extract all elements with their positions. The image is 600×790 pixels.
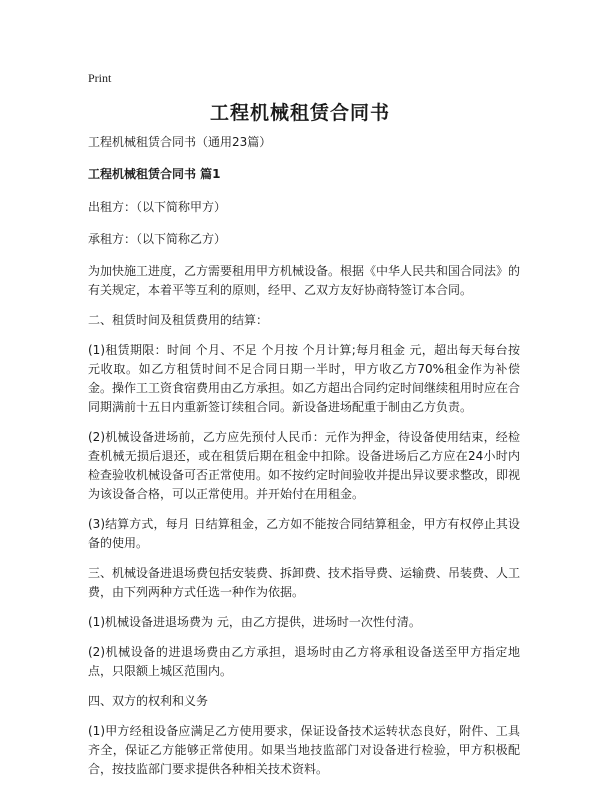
clause-2-item-3: (3)结算方式，每月 日结算租金，乙方如不能按合同结算租金，甲方有权停止其设备的使用。 [88,517,520,550]
clause-heading-4: 四、双方的权利和义务 [88,694,209,708]
document-subtitle: 工程机械租赁合同书（通用23篇） [88,135,272,149]
clause-2-item-1: (1)租赁期限：时间 个月、不足 个月按 个月计算;每月租金 元，超出每天每台按 元收取。如乙方租赁时间不足合同日期一半时，甲方收乙方70%租金作为补偿金。操作工工资食宿费用由乙方承担。如乙方超出合同约定时间继续租用时应在合同期满前十五日内重新签订续租合同。新设备进场配重于制由乙方负责。 [88,343,521,414]
paragraph-intro: 为加快施工进度，乙方需要租用甲方机械设备。根据《中华人民共和国合同法》的有关规定，本着平等互利的原则，经甲、乙双方友好协商特签订本合同。 [88,264,521,297]
lessee-line: 承租方：（以下简称乙方） [88,232,227,246]
print-link[interactable]: Print [88,71,112,85]
page-title: 工程机械租赁合同书 [209,102,390,124]
clause-4-item-1: (1)甲方经租设备应满足乙方使用要求，保证设备技术运转状态良好，附件、工具齐全，保证乙方能够正常使用。如果当地技监部门对设备进行检验，甲方积极配合，按技监部门要求提供各种相关技术资料。 [88,724,520,776]
clause-3-item-1: (1)机械设备进退场费为 元，由乙方提供，进场时一次性付清。 [88,615,421,629]
clause-heading-2: 二、租赁时间及租赁费用的结算： [88,313,269,327]
lessor-line: 出租方：（以下简称甲方） [88,200,227,214]
clause-2-item-2: (2)机械设备进场前，乙方应先预付人民币：元作为押金，待设备使用结束，经检查机械无损后退还，或在租赁后期在租金中扣除。设备进场后乙方应在24小时内检查验收机械设备可否正常使用。如不按约定时间验收并提出异议要求整改，即视为该设备合格，可以正常使用。并开始付在用租金。 [88,430,521,501]
clause-heading-3: 三、机械设备进退场费包括安装费、拆卸费、技术指导费、运输费、吊装费、人工费，由下列两种方式任选一种作为依据。 [88,566,521,599]
section-heading: 工程机械租赁合同书 篇1 [88,167,221,181]
document-body [88,133,520,790]
clause-3-item-2: (2)机械设备的进退场费由乙方承担，退场时由乙方将承租设备送至甲方指定地点，只限额上城区范围内。 [88,645,520,678]
